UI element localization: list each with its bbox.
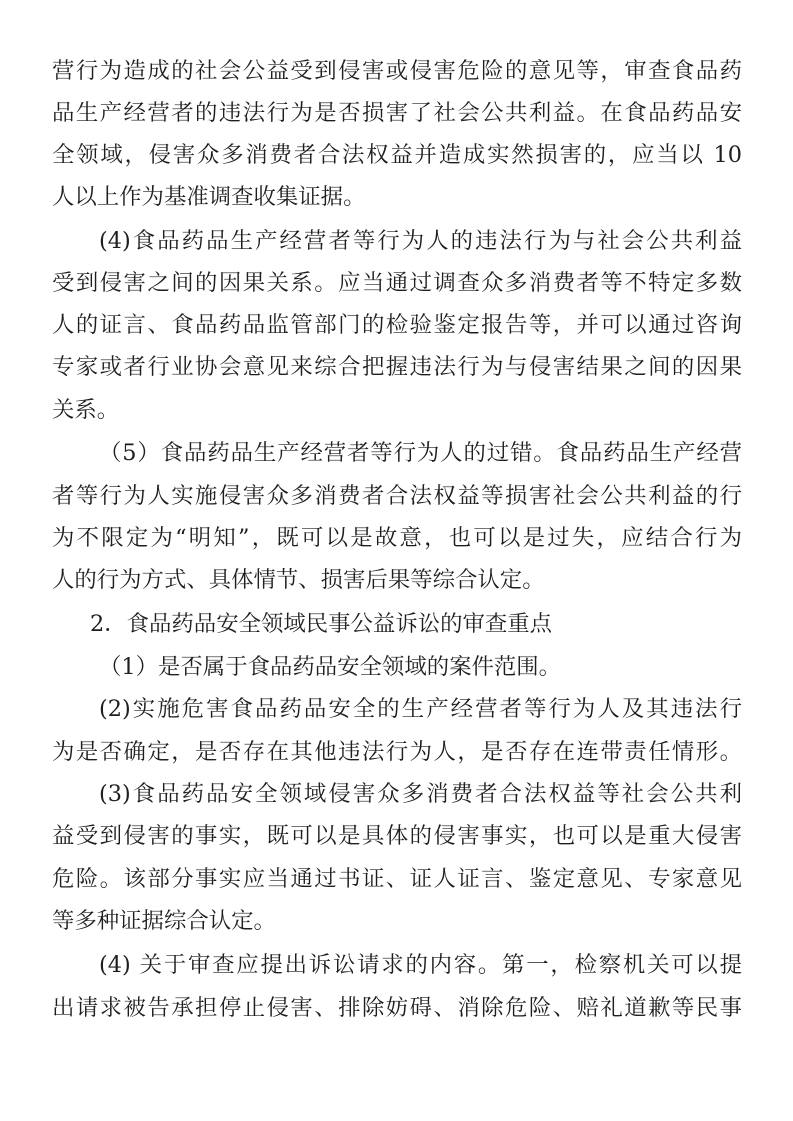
paragraph-first-line: (4) 关于审查应提出诉讼请求的内容。第一，检察机关可以提: [99, 952, 742, 978]
text-line: 受到侵害之间的因果关系。应当通过调查众多消费者等不特定多数: [52, 270, 742, 296]
section-heading: 2．食品药品安全领域民事公益诉讼的审查重点: [90, 611, 553, 637]
paragraph-first-line: （1）是否属于食品药品安全领域的案件范围。: [99, 654, 562, 680]
text-line: 出请求被告承担停止侵害、排除妨碍、消除危险、赔礼道歉等民事: [52, 995, 742, 1021]
paragraph-first-line: (2)实施危害食品药品安全的生产经营者等行为人及其违法行: [99, 696, 742, 722]
text-line: 品生产经营者的违法行为是否损害了社会公共利益。在食品药品安: [52, 100, 742, 126]
paragraph-first-line: （5）食品药品生产经营者等行为人的过错。食品药品生产经营: [99, 440, 742, 466]
text-line: 者等行为人实施侵害众多消费者合法权益等损害社会公共利益的行: [52, 483, 742, 509]
paragraph-first-line: (3)食品药品安全领域侵害众多消费者合法权益等社会公共利: [99, 781, 742, 807]
text-line: 人的证言、食品药品监管部门的检验鉴定报告等，并可以通过咨询: [52, 312, 742, 338]
text-line: 益受到侵害的事实，既可以是具体的侵害事实，也可以是重大侵害: [52, 823, 742, 849]
text-line: 为不限定为“明知”，既可以是故意，也可以是过失，应结合行为: [52, 525, 742, 551]
text-line: 专家或者行业协会意见来综合把握违法行为与侵害结果之间的因果: [52, 354, 742, 380]
text-line: 全领域，侵害众多消费者合法权益并造成实然损害的，应当以 10: [52, 142, 742, 168]
text-line: 营行为造成的社会公益受到侵害或侵害危险的意见等，审查食品药: [52, 58, 742, 84]
paragraph-first-line: (4)食品药品生产经营者等行为人的违法行为与社会公共利益: [99, 228, 742, 254]
text-line: 关系。: [52, 397, 120, 423]
text-line: 为是否确定，是否存在其他违法行为人，是否存在连带责任情形。: [52, 739, 742, 765]
text-line: 人以上作为基准调查收集证据。: [52, 184, 366, 210]
text-line: 人的行为方式、具体情节、损害后果等综合认定。: [52, 567, 545, 593]
text-line: 危险。该部分事实应当通过书证、证人证言、鉴定意见、专家意见: [52, 866, 742, 892]
text-line: 等多种证据综合认定。: [52, 908, 276, 934]
